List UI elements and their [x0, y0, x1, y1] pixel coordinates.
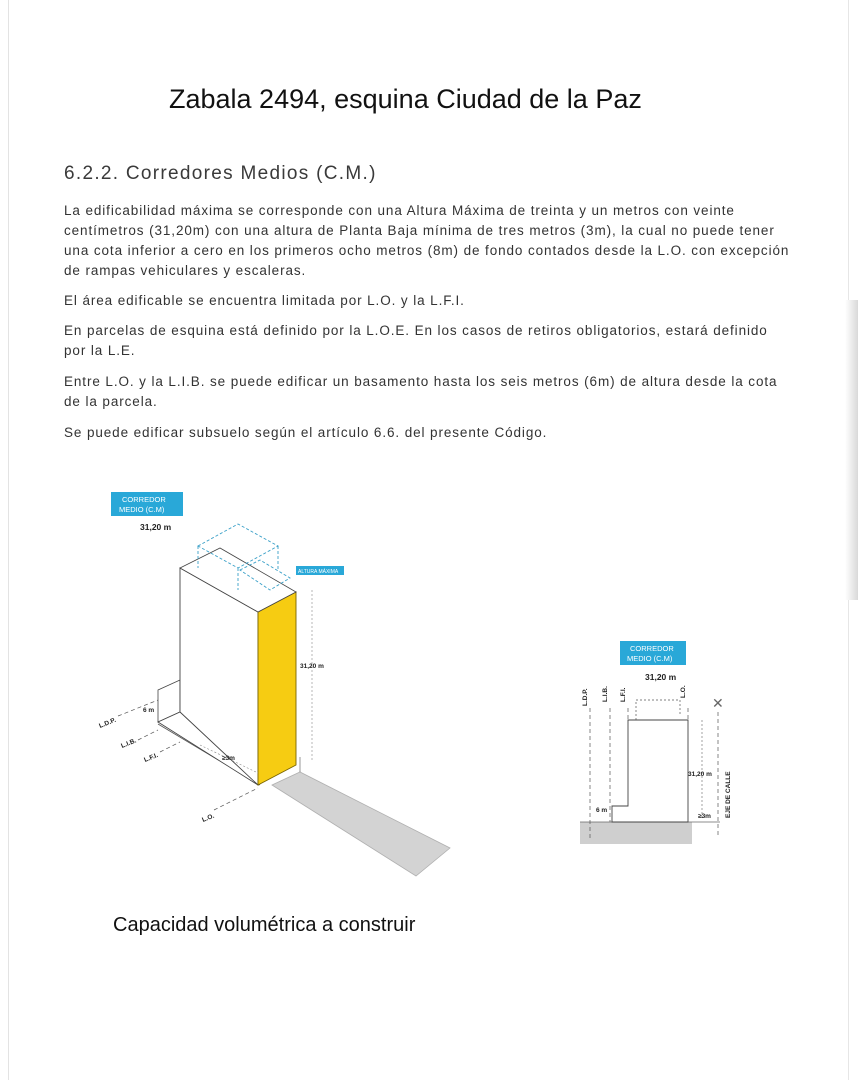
- section-ground-dimension: ≥3m: [698, 813, 711, 820]
- side-dimension: 31,20 m: [300, 663, 324, 670]
- paragraph-corner-lots: En parcelas de esquina está definido por la L.O.E. En los casos de retiros obligatorios, estará definido por la L.E.: [64, 323, 768, 358]
- section-height-label: 31,20 m: [645, 672, 677, 682]
- section-ground: [580, 822, 692, 844]
- paragraph-max-height: La edificabilidad máxima se corresponde con una Altura Máxima de treinta y un metros con veinte centímetros (31,20m) con una altura de Planta Baja mínima de tres metros (3m), la cual no puede tener una cota inferior a cero en los primeros ocho metros (8m) de fondo contados desde la L.O. con excepción de rampas vehiculares y escaleras.: [64, 203, 790, 278]
- label-lo: L.O.: [201, 812, 216, 824]
- corredor-tag-line2: MEDIO (C.M): [119, 505, 165, 514]
- label-lfi: L.F.I.: [143, 751, 160, 764]
- section-tag-line1: CORREDOR: [630, 644, 674, 653]
- section-side-dimension: 31,20 m: [688, 771, 712, 778]
- section-label-lib: L.I.B.: [602, 686, 609, 702]
- corredor-height-label: 31,20 m: [140, 522, 172, 532]
- paragraph-basement-height: Entre L.O. y la L.I.B. se puede edificar un basamento hasta los seis metros (6m) de altura desde la cota de la parcela.: [64, 374, 778, 409]
- section-heading: 6.2.2. Corredores Medios (C.M.): [64, 163, 377, 184]
- section-tag-line2: MEDIO (C.M): [627, 654, 673, 663]
- image-caption: Capacidad volumétrica a construir: [113, 914, 416, 936]
- section-label-lo: L.O.: [680, 685, 687, 698]
- section-basement-dimension: 6 m: [596, 807, 608, 814]
- section-label-ldp: L.D.P.: [582, 688, 589, 706]
- page-title: Zabala 2494, esquina Ciudad de la Paz: [169, 84, 642, 114]
- label-ldp: L.D.P.: [98, 716, 118, 730]
- corredor-tag-line1: CORREDOR: [122, 495, 166, 504]
- section-envelope-dashed: [636, 700, 680, 720]
- ground-floor-dimension: ≥3m: [222, 755, 235, 762]
- section-street-axis: EJE DE CALLE: [725, 771, 732, 818]
- tower-front-highlight: [258, 592, 296, 785]
- paragraph-subsoil: Se puede edificar subsuelo según el artículo 6.6. del presente Código.: [64, 425, 548, 440]
- altura-maxima-tag-text: ALTURA MÁXIMA: [298, 569, 339, 575]
- street-axis-icon: ✕: [712, 696, 724, 712]
- paragraph-buildable-area: El área edificable se encuentra limitada por L.O. y la L.F.I.: [64, 293, 465, 308]
- street-strip: [272, 772, 450, 876]
- label-lib: L.I.B.: [120, 737, 138, 750]
- basement-dimension: 6 m: [143, 707, 155, 714]
- section-building: [612, 720, 688, 822]
- section-label-lfi: L.F.I.: [620, 687, 627, 702]
